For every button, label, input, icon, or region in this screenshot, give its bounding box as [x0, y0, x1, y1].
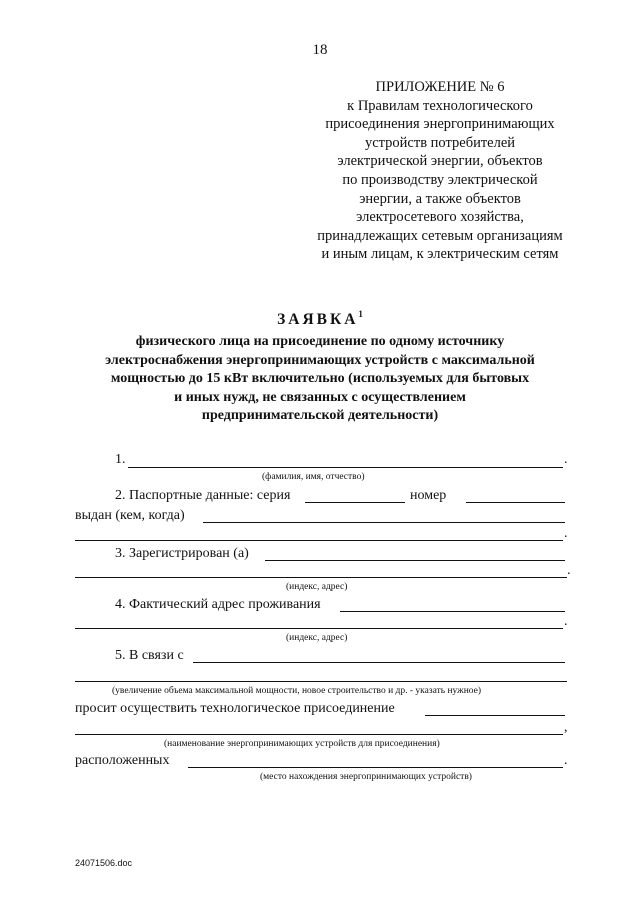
subtitle-line: электроснабжения энергопринимающих устройств с максимальной: [105, 352, 535, 368]
passport-series-field[interactable]: [305, 502, 405, 503]
location-caption: (место нахождения энергопринимающих устройств): [260, 772, 472, 782]
subtitle-line: физического лица на присоединение по одному источнику: [135, 334, 505, 349]
document-subtitle: [60, 333, 580, 426]
reason-field[interactable]: [193, 662, 565, 663]
appendix-line: ПРИЛОЖЕНИЕ № 6: [375, 79, 505, 95]
request-end: ,: [564, 720, 568, 735]
appendix-line: присоединения энергопринимающих: [325, 116, 555, 133]
appendix-line: принадлежащих сетевым организациям: [317, 227, 563, 244]
passport-issued-field[interactable]: [203, 522, 565, 523]
passport-issued-label: выдан (кем, когда): [75, 508, 185, 523]
registered-caption: (индекс, адрес): [286, 582, 348, 592]
item1-number: 1.: [115, 452, 126, 467]
item1-end: .: [564, 452, 568, 467]
residence-label: 4. Фактический адрес проживания: [115, 597, 321, 612]
passport-label: 2. Паспортные данные: серия: [115, 488, 291, 503]
document-title: [0, 309, 640, 329]
subtitle-line: и иных нужд, не связанных с осуществлением: [174, 389, 466, 405]
appendix-line: электросетевого хозяйства,: [356, 209, 524, 226]
devices-name-field[interactable]: [425, 715, 565, 716]
registered-label: 3. Зарегистрирован (а): [115, 546, 249, 561]
passport-number-label: номер: [410, 488, 447, 503]
appendix-line: и иным лицам, к электрическим сетям: [321, 246, 559, 263]
appendix-header: [290, 78, 590, 264]
residence-address-field[interactable]: [340, 611, 565, 612]
reason-caption: (увеличение объема максимальной мощности, новое строительство и др. - указать нужное): [112, 686, 482, 696]
appendix-line: электрической энергии, объектов: [337, 153, 543, 170]
page-number: 18: [312, 42, 328, 58]
registered-address-field[interactable]: [265, 560, 565, 561]
location-end: .: [564, 753, 568, 768]
subtitle-line: мощностью до 15 кВт включительно (используемых для бытовых: [110, 371, 530, 386]
passport-issued-field-cont[interactable]: [75, 540, 563, 541]
appendix-line: энергии, а также объектов: [359, 190, 521, 207]
registered-address-field-cont[interactable]: [75, 577, 567, 578]
residence-caption: (индекс, адрес): [286, 633, 348, 643]
passport-end: .: [564, 526, 568, 541]
subtitle-line: предпринимательской деятельности): [201, 408, 439, 423]
request-label: просит осуществить технологическое присоединение: [75, 701, 395, 716]
request-caption: (наименование энергопринимающих устройств для присоединения): [164, 739, 440, 749]
devices-name-field-cont[interactable]: [75, 734, 563, 735]
document-title-text: ЗАЯВКА: [277, 311, 359, 328]
reason-label: 5. В связи с: [115, 648, 184, 663]
appendix-line: по производству электрической: [342, 171, 538, 188]
fullname-field[interactable]: [128, 467, 563, 468]
location-field[interactable]: [188, 767, 563, 768]
residence-address-field-cont[interactable]: [75, 628, 563, 629]
fullname-caption: (фамилия, имя, отчество): [262, 472, 365, 482]
registered-end: .: [567, 563, 571, 578]
document-filename: 24071506.doc: [75, 858, 133, 868]
passport-number-field[interactable]: [466, 502, 565, 503]
appendix-line: устройств потребителей: [364, 134, 516, 151]
residence-end: .: [564, 614, 568, 629]
appendix-line: к Правилам технологического: [347, 97, 533, 114]
footnote-marker: 1: [358, 309, 363, 319]
location-label: расположенных: [75, 753, 170, 768]
reason-field-cont[interactable]: [75, 681, 567, 682]
